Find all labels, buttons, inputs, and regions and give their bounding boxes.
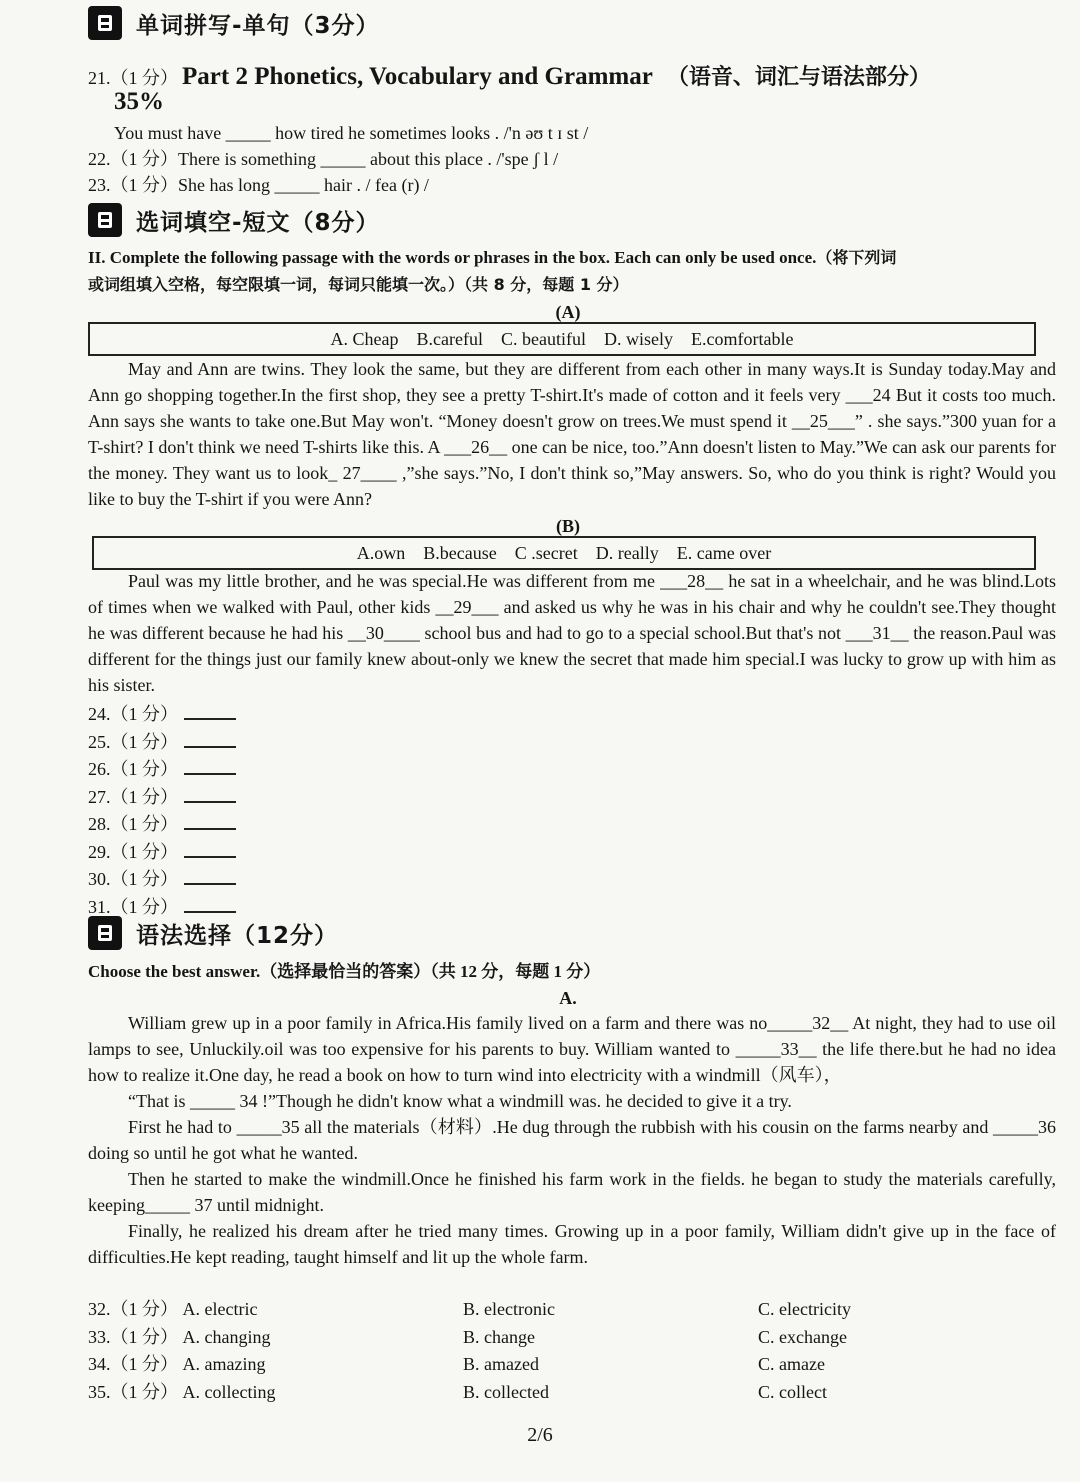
word-box-a-item: B.careful [416, 328, 483, 349]
answer-line [88, 700, 236, 728]
q22-text: 22.（1 分）There is something _____ about this place . /'spe ʃ l / [88, 149, 559, 169]
passage-a-label: (A) [555, 302, 581, 322]
q21-text: You must have _____ how tired he sometimes looks . /'n əʊ t ɪ st / [114, 123, 589, 143]
word-box-b-item: B.because [423, 542, 497, 563]
answer-blank[interactable] [184, 700, 236, 720]
answer-line [88, 838, 236, 866]
answer-number: 29.（1 分） [88, 841, 178, 862]
part-heading: Part 2 Phonetics, Vocabulary and Grammar [182, 63, 653, 90]
option-c[interactable]: C. amaze [758, 1354, 825, 1374]
option-a[interactable]: A. collecting [182, 1381, 276, 1402]
question-number: 35.（1 分） [88, 1381, 178, 1402]
option-a[interactable]: A. amazing [182, 1354, 266, 1374]
passage-c-paragraph: Then he started to make the windmill.Once he finished his farm work in the fields. he began to study the materials carefully, keeping_____ 37 until midnight. [88, 1169, 1056, 1215]
option-c[interactable]: C. electricity [758, 1299, 851, 1319]
passage-c-paragraph: “That is _____ 34 !”Though he didn't know what a windmill was. he decided to give it a try. [128, 1091, 792, 1111]
word-box-a [88, 322, 1036, 356]
section2-instruction [88, 244, 1056, 298]
answer-line [88, 865, 236, 893]
section2-header [88, 203, 380, 237]
q21-prefix: 21.（1 分） [88, 68, 178, 88]
answer-blank[interactable] [184, 838, 236, 858]
passage-b-text: Paul was my little brother, and he was special.He was different from me ___28__ he sat in a wheelchair, and he was blind.Lots of times when we walked with Paul, other kids __29___ and asked us why he was in his chair and why he couldn't see.They thought he was different because he had his __30____ school bus and had to go to a special school.But that's not ___31__ the reason.Paul was different for the things just our family knew about-only we knew the secret that made him special.I was lucky to grow up with him as his sister. [88, 571, 1056, 695]
choice-a-cell [88, 1324, 463, 1352]
part-heading-cn: （语音、词汇与语法部分） [666, 65, 931, 90]
answer-blank[interactable] [184, 893, 236, 913]
option-c[interactable]: C. exchange [758, 1326, 847, 1347]
passage-c-paragraph: Finally, he realized his dream after he tried many times. Growing up in a poor family, William didn't give up in the face of difficulties.He kept reading, taught himself and lit up the whole farm. [88, 1221, 1056, 1267]
passage-b [88, 568, 1056, 698]
answer-blank[interactable] [184, 783, 236, 803]
question-number: 34.（1 分） [88, 1354, 178, 1374]
passage-c-paragraph: First he had to _____35 all the materials（材料）.He dug through the rubbish with his cousin on the farms nearby and _____36 doing so until he got what he wanted. [88, 1117, 1056, 1163]
word-box-b [92, 536, 1036, 570]
answer-number: 31.（1 分） [88, 896, 178, 917]
option-b[interactable]: B. electronic [463, 1299, 555, 1319]
answer-number: 27.（1 分） [88, 786, 178, 807]
answer-blank[interactable] [184, 865, 236, 885]
answer-blank[interactable] [184, 810, 236, 830]
option-a[interactable]: A. changing [182, 1326, 271, 1347]
passage-b-label: (B) [556, 516, 580, 536]
section1-title: 单词拼写-单句（3分） [136, 12, 380, 39]
choice-a-cell [88, 1379, 463, 1407]
word-box-b-item: C .secret [514, 542, 578, 563]
passage-c [88, 1010, 1056, 1270]
instruction-en: II. Complete the following passage with the words or phrases in the box. Each can only be used once. [88, 248, 817, 267]
choice-row [88, 1351, 851, 1379]
word-box-b-item: E. came over [676, 542, 772, 563]
choice-row [88, 1296, 851, 1324]
page-number: 2/6 [527, 1424, 553, 1446]
part-heading-row [88, 60, 931, 91]
passage-a [88, 356, 1056, 512]
instruction-cn-b: 或词组填入空格，每空限填一词，每词只能填一次。）（共 8 分，每题 1 分） [88, 275, 629, 294]
instruction-cn-a: （将下列词 [816, 248, 897, 267]
passage-c-paragraph: William grew up in a poor family in Africa.His family lived on a farm and there was no_____32__ At night, they had to use oil lamps to see, Unluckily.oil was too expensive for his parents to buy. William wanted to _____33__ the life there.but he had no idea how to realize it.One day, he read a book on how to turn wind into electricity with a windmill（风车）， [88, 1013, 1056, 1085]
option-b[interactable]: B. collected [463, 1381, 549, 1402]
answer-line [88, 810, 236, 838]
choice-a-cell [88, 1296, 463, 1324]
answer-line [88, 783, 236, 811]
answer-number: 24.（1 分） [88, 704, 178, 724]
section-icon [88, 916, 122, 950]
passage-a-text: May and Ann are twins. They look the same, but they are different from each other in many ways.It is Sunday today.May and Ann go shopping together.In the first shop, they see a pretty T-shirt.It's made of cotton and it feels very ___24 But it costs too much. Ann says she wants to take one.But May won't. “Money doesn't grow on trees.We must spend it __25___” . she says.”300 yuan for a T-shirt? I don't think we need T-shirts like this. A ___26__ one can be nice, too.”Ann doesn't listen to May.”We can ask our parents for the money. They want us to look_ 27____ ,”she says.”No, I don't think so,”May answers. So, who do you think is right? Would you like to buy the T-shirt if you were Ann? [88, 359, 1057, 509]
word-box-a-item: A. Cheap [330, 328, 399, 349]
option-b[interactable]: B. change [463, 1326, 535, 1347]
word-box-a-item: E.comfortable [690, 328, 794, 349]
word-box-b-item: A.own [356, 542, 406, 563]
passage-c-label: A. [559, 988, 577, 1008]
choice-a-cell [88, 1351, 463, 1379]
answer-line [88, 728, 236, 756]
answer-number: 26.（1 分） [88, 759, 178, 779]
word-box-a-item: C. beautiful [501, 328, 586, 349]
section3-instruction: Choose the best answer.（选择最恰当的答案）（共 12 分，每题 1 分） [88, 962, 601, 981]
section-icon [88, 6, 122, 40]
section3-title: 语法选择（12分） [136, 922, 339, 949]
option-a[interactable]: A. electric [182, 1299, 258, 1319]
choice-row [88, 1379, 851, 1407]
answer-blank[interactable] [184, 755, 236, 775]
question-number: 33.（1 分） [88, 1326, 178, 1347]
option-c[interactable]: C. collect [758, 1381, 827, 1402]
choice-row [88, 1324, 851, 1352]
word-box-a-item: D. wisely [603, 328, 673, 349]
section1-header [88, 6, 380, 40]
answer-lines [88, 700, 236, 920]
percent-label: 35% [114, 88, 164, 115]
q23-text: 23.（1 分）She has long _____ hair . / fea (r) / [88, 175, 429, 195]
section2-title: 选词填空-短文（8分） [136, 209, 380, 236]
answer-line [88, 755, 236, 783]
section-icon [88, 203, 122, 237]
option-b[interactable]: B. amazed [463, 1354, 539, 1374]
answer-number: 25.（1 分） [88, 731, 178, 752]
answer-number: 28.（1 分） [88, 814, 178, 834]
choices-list [88, 1296, 851, 1406]
section3-header [88, 916, 338, 950]
word-box-b-item: D. really [595, 542, 659, 563]
question-number: 32.（1 分） [88, 1299, 178, 1319]
answer-blank[interactable] [184, 728, 236, 748]
answer-number: 30.（1 分） [88, 869, 178, 889]
